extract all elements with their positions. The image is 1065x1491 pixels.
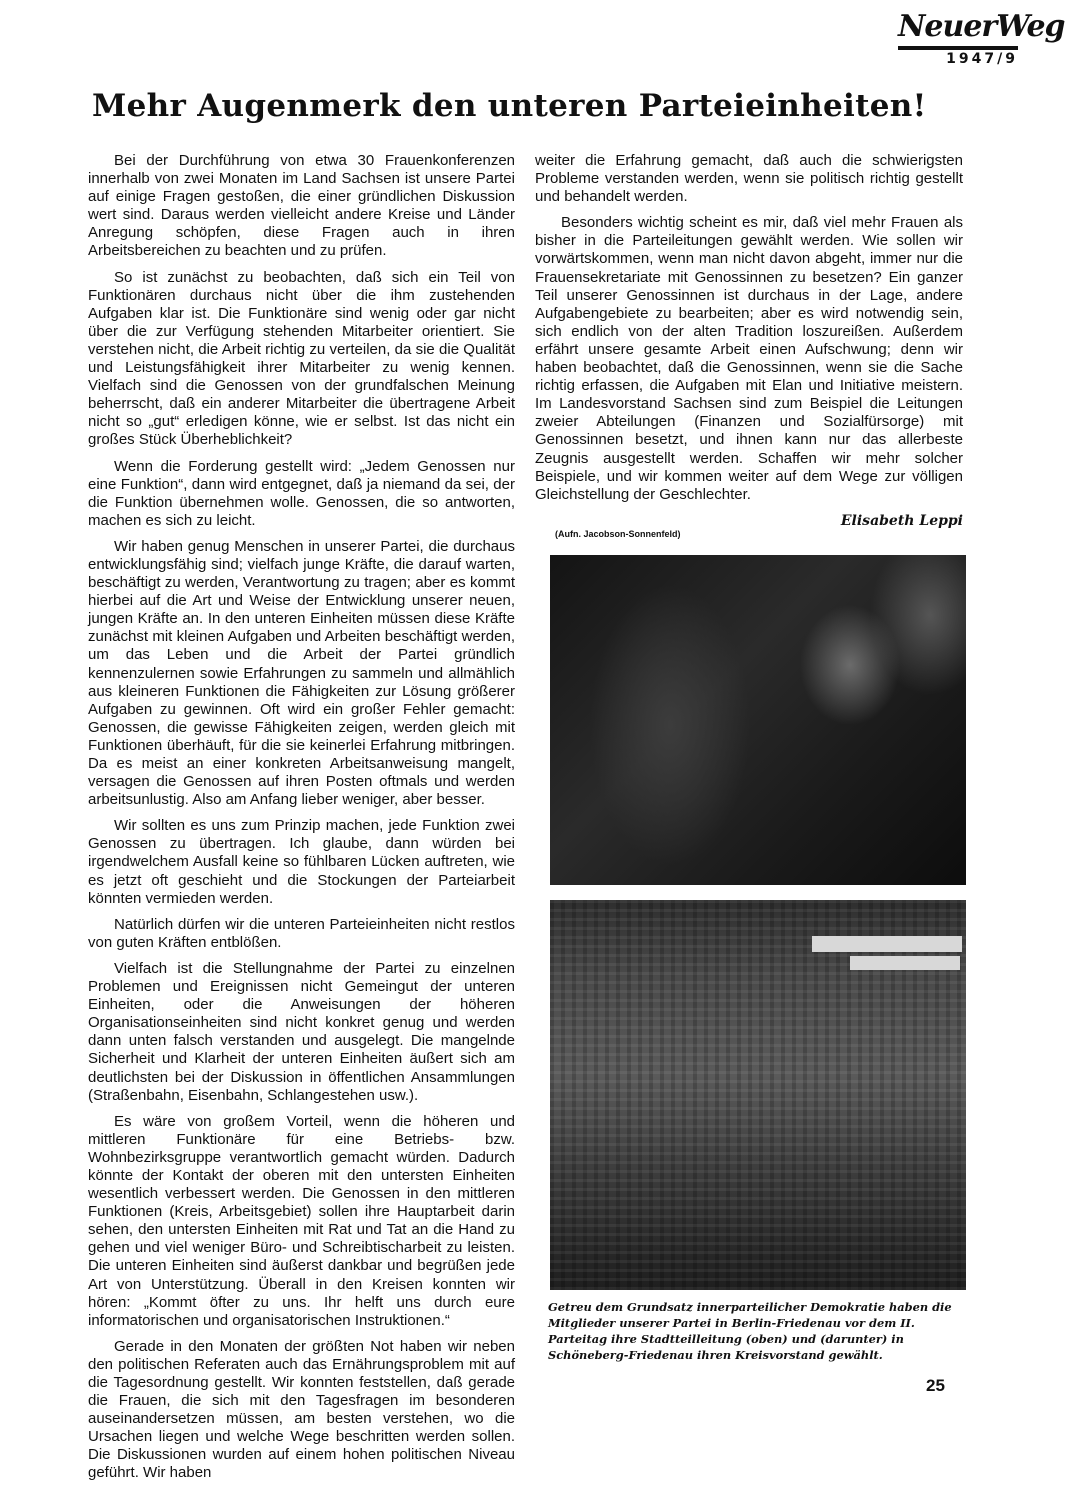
- paragraph: Natürlich dürfen wir die unteren Parteieinheiten nicht restlos von guten Kräften entblößen.: [88, 915, 515, 951]
- paragraph: Wenn die Forderung gestellt wird: „Jedem Genossen nur eine Funktion“, dann wird entgegnet, daß ja niemand da sei, der die Funktion übernehmen wolle. Genossen, die so antworten, machen es sich zu leicht.: [88, 457, 515, 529]
- photo-assembly-hall: [550, 900, 966, 1290]
- masthead-logo: NeuerWeg: [898, 9, 1065, 44]
- paragraph: Besonders wichtig scheint es mir, daß viel mehr Frauen als bisher in die Parteileitungen gewählt werden. Wie sollen wir vorwärtskommen, wenn man nicht davon abgeht, immer nur die Frauensekretariate mit Genossinnen zu besetzen? Ein ganzer Teil unserer Genossinnen ist durchaus in der Lage, andere Aufgabengebiete zu bearbeiten; aber es wird notwendig sein, sich endlich von der alten Tradition loszureißen. Außerdem erfährt unsere gesamte Arbeit einen Aufschwung; denn wir haben beobachtet, daß die Genossinnen, wenn sie die Sache richtig erfassen, die Aufgaben mit Elan und Initiative meistern. Im Landesvorstand Sachsen sind zum Beispiel die Leitungen zweier Abteilungen (Finanzen und Sozialfürsorge) mit Genossinnen besetzt, und ihnen kann nur das allerbeste Zeugnis ausgestellt werden. Schaffen wir mehr solcher Beispiele, und wir kommen weiter auf dem Wege zur völligen Gleichstellung der Geschlechter.: [535, 214, 963, 503]
- issue-number: 1947/9: [946, 51, 1018, 67]
- masthead: [898, 9, 1065, 67]
- paragraph: Wir sollten es uns zum Prinzip machen, jede Funktion zwei Genossen zu übertragen. Ich glaube, dann würden bei irgendwelchem Ausfall keine so fühlbaren Lücken auftreten, wie es jetzt oft geschieht und die Stockungen der Parteiarbeit könnten vermieden werden.: [88, 817, 515, 907]
- paragraph: Wir haben genug Menschen in unserer Partei, die durchaus entwicklungsfähig sind; vielfach junge Kräfte, die darauf warten, beschäftigt zu werden, Verantwortung zu tragen; aber es kommt hierbei auf die Art und Weise der Entwicklung unserer neuen, jungen Kräfte an. In den unteren Einheiten müssen diese Kräfte zunächst mit kleinen Aufgaben und Arbeiten beschäftigt werden, um das Leben und die Arbeit der Partei gründlich kennenzulernen sowie Erfahrungen zu sammeln und allmählich aus kleineren Funktionen die Fähigkeiten zur Lösung größerer Aufgaben zu gewinnen. Oft wird ein großer Fehler gemacht: Genossen, die gewisse Fähigkeiten zeigen, werden gleich mit Funktionen überhäuft, für die sie keinerlei Erfahrung mitbringen. Da es meist an einer konkreten Arbeitsanweisung mangelt, versagen die Genossen auf ihren Posten oftmals und werden arbeitsunlustig. Also am Anfang lieber weniger, aber besser.: [88, 537, 515, 809]
- paragraph: weiter die Erfahrung gemacht, daß auch die schwierigsten Probleme verstanden werden, wenn sie politisch richtig gestellt und behandelt werden.: [535, 152, 963, 206]
- photo-caption: Getreu dem Grundsatz innerparteilicher Demokratie haben die Mitglieder unserer Partei in Berlin-Friedenau vor dem II. Parteitag ihre Stadtteilleitung (oben) und (darunter) in Schöneberg-Friedenau ihren Kreisvorstand gewählt.: [548, 1300, 952, 1362]
- paragraph: Es wäre von großem Vorteil, wenn die höheren und mittleren Funktionäre für eine Betriebs- bzw. Wohnbezirksgruppe verantwortlich gemacht würden. Dadurch könnte der Kontakt der oberen mit den untersten Einheiten wesentlich verbessert werden. Die Genossen in den mittleren Funktionen (Kreis, Arbeitsgebiet) sollen ihre Hauptarbeit darin sehen, den untersten Einheiten mit Rat und Tat an die Hand zu gehen und viel weniger Büro- und Schreibtischarbeit zu leisten. Die unteren Einheiten sind äußerst dankbar und begrüßen jede Art von Unterstützung. Überall in den Kreisen konnten wir hören: „Kommt öfter zu uns. Ihr helft uns durch eure informatorischen und organisatorischen Instruktionen.“: [88, 1112, 515, 1329]
- hall-banner: [812, 936, 962, 952]
- photo-credit: (Aufn. Jacobson-Sonnenfeld): [555, 529, 681, 539]
- author-signature: Elisabeth Leppi: [840, 512, 963, 529]
- paragraph: Bei der Durchführung von etwa 30 Frauenkonferenzen innerhalb von zwei Monaten im Land Sachsen ist unsere Partei auf einige Fragen gestoßen, die einer gründlichen Diskussion wert sind. Daraus werden vielleicht andere Kreise und Länder Anregung schöpfen, diese Fragen auch in ihren Arbeitsbereichen zu beachten und zu prüfen.: [88, 152, 515, 260]
- left-column: [88, 152, 515, 1491]
- hall-banner: [850, 956, 960, 970]
- article-headline: Mehr Augenmerk den unteren Parteieinheiten!: [92, 88, 927, 124]
- paragraph: Vielfach ist die Stellungnahme der Partei zu einzelnen Problemen und Ereignissen nicht Gemeingut der unteren Einheiten, oder die Anweisungen der höheren Organisationseinheiten sind nicht konkret genug und werden dann unten falsch verstanden und ausgelegt. Die mangelnde Sicherheit und Klarheit der unteren Einheiten äußert sich am deutlichsten bei der Diskussion in öffentlichen Ansammlungen (Straßenbahn, Eisenbahn, Schlangestehen usw.).: [88, 959, 515, 1104]
- page-number: 25: [926, 1376, 945, 1395]
- photo-leadership-election: [550, 555, 966, 885]
- masthead-rule: [898, 46, 1018, 50]
- paragraph: Gerade in den Monaten der größten Not haben wir neben den politischen Referaten auch das Ernährungsproblem mit auf die Tagesordnung gestellt. Wir konnten feststellen, daß gerade die Frauen, die sich mit den Tagesfragen im besonderen auseinandersetzen müssen, am besten verstehen, wo die Ursachen liegen und welche Wege beschritten werden sollen. Die Diskussionen wurden auf einem hohen politischen Niveau geführt. Wir haben: [88, 1337, 515, 1482]
- right-column: [535, 152, 963, 530]
- paragraph: So ist zunächst zu beobachten, daß sich ein Teil von Funktionären durchaus nicht über die ihm zustehenden Aufgaben klar ist. Die Funktionäre sind wenig oder gar nicht über die zur Verfügung stehenden Mitarbeiter orientiert. Sie verstehen nicht, die Arbeit richtig zu verteilen, da sie die Qualität und Leistungsfähigkeit ihrer Mitarbeiter zu wenig kennen. Vielfach sind die Genossen von der grundfalschen Meinung beherrscht, daß ein anderer Mitarbeiter die übertragene Arbeit nicht so „gut“ erledigen könne, wie er selbst. Ist das nicht ein großes Stück Überheblichkeit?: [88, 268, 515, 449]
